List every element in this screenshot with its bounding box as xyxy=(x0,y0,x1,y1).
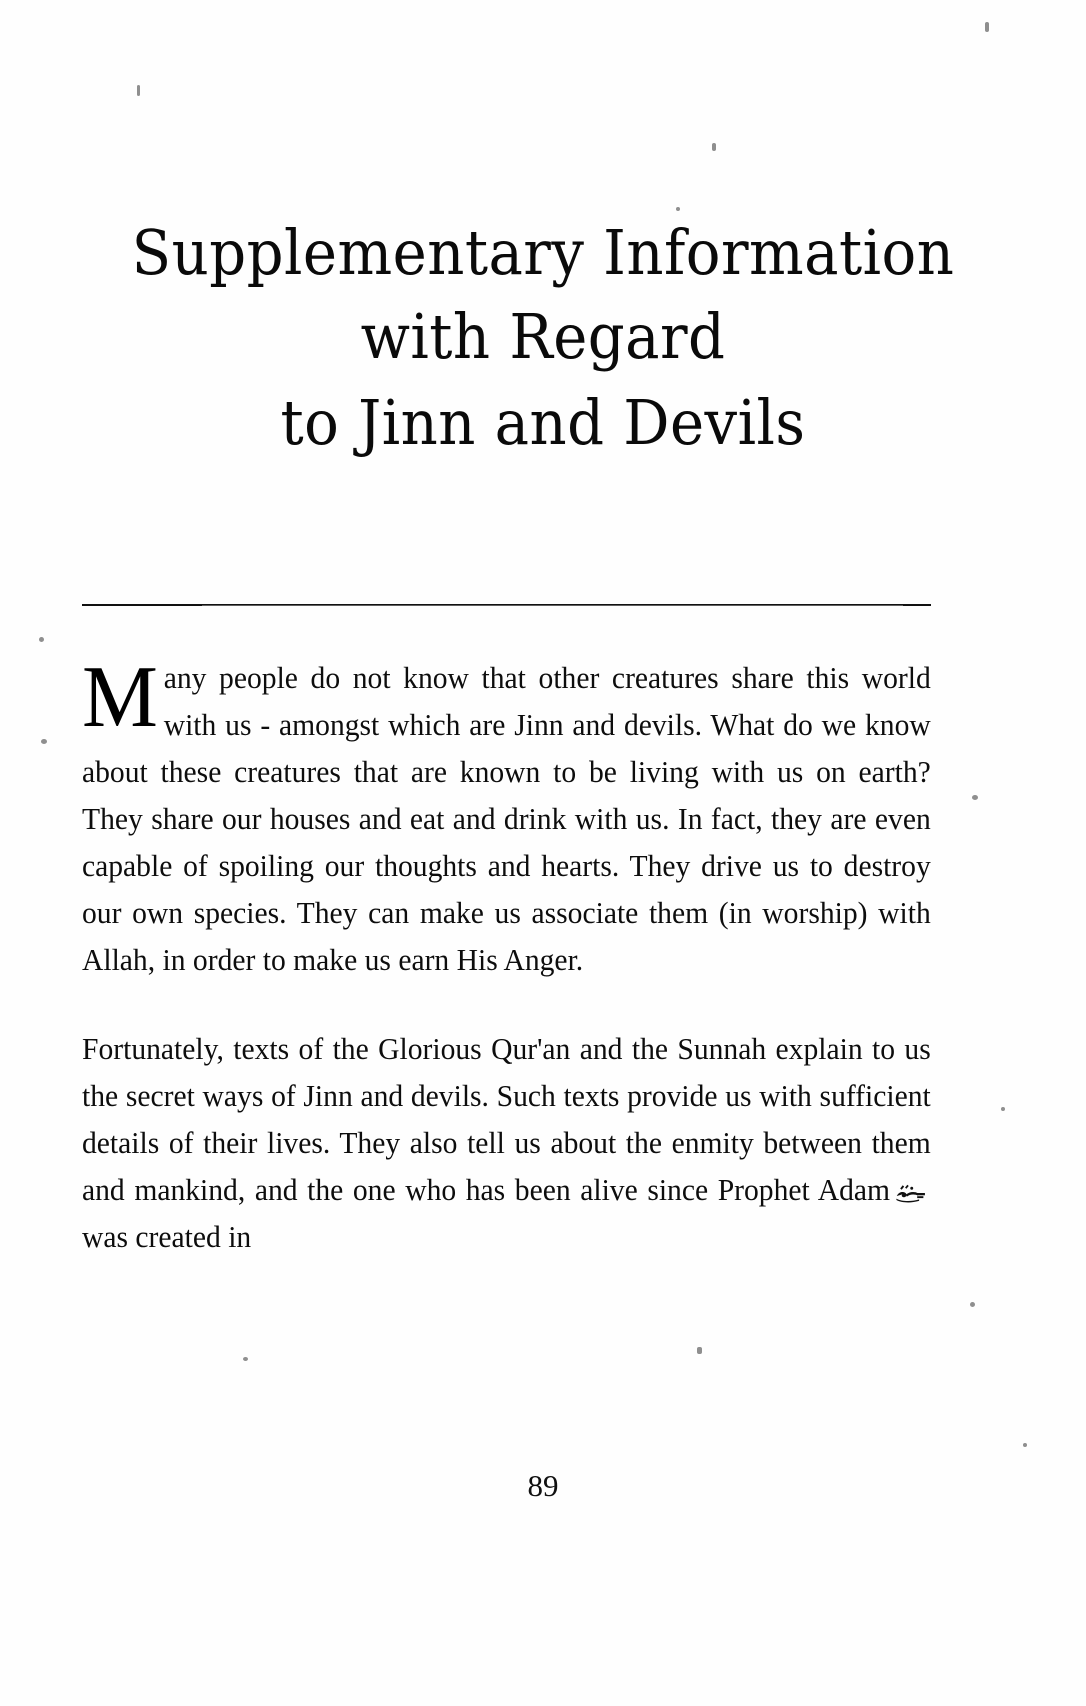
scan-speckle xyxy=(1001,1107,1005,1111)
scan-speckle xyxy=(985,22,989,32)
page-number: 89 xyxy=(527,1468,559,1503)
scan-speckle xyxy=(137,85,140,96)
title-divider-rule xyxy=(82,604,931,606)
alayhi-as-salam-glyph-icon xyxy=(894,1182,927,1204)
page-title xyxy=(0,212,1086,466)
scan-speckle xyxy=(712,143,716,151)
scan-speckle xyxy=(39,637,44,642)
paragraph-1-text: any people do not know that other creatures share this world with us - amongst which are Jinn and devils. What do we know about these creatures that are known to be living with us on earth? They share our houses and eat and drink with us. In fact, they are even capable of spoiling our thoughts and hearts. They drive us to destroy our own species. They can make us associate them (in worship) with Allah, in order to make us earn His Anger. xyxy=(82,661,931,977)
title-line-3: to Jinn and Devils xyxy=(280,386,806,459)
paragraph-1 xyxy=(82,649,931,984)
drop-cap: M xyxy=(82,649,158,746)
paragraph-2 xyxy=(82,1026,931,1261)
body-text-area xyxy=(82,649,931,1261)
scan-speckle xyxy=(1023,1443,1027,1447)
scan-speckle xyxy=(972,795,978,800)
title-line-2: with Regard xyxy=(360,300,726,373)
scan-speckle xyxy=(697,1347,702,1354)
title-line-1: Supplementary Information xyxy=(131,216,955,289)
paragraph-2-text-before-honorific: Fortunately, texts of the Glorious Qur'an and the Sunnah explain to us the secret ways of Jinn and devils. Such texts provide us with sufficient details of their lives. They also tell us about the enmity between them and mankind, and the one who has been alive since Prophet Adam xyxy=(82,1032,931,1207)
scan-speckle xyxy=(676,207,680,211)
scan-speckle xyxy=(970,1302,975,1307)
paragraph-2-text-after-honorific: was created in xyxy=(82,1220,252,1254)
scan-speckle xyxy=(41,739,47,744)
scan-speckle xyxy=(243,1357,248,1361)
